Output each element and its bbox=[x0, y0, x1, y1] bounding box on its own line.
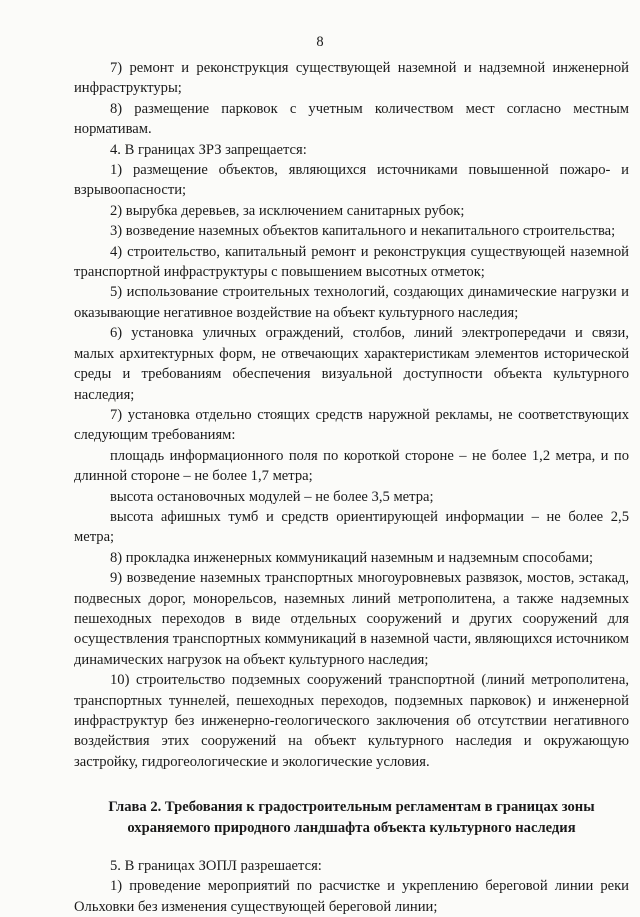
paragraph: 7) ремонт и реконструкция существующей наземной и надземной инженерной инфраструктуры; bbox=[74, 60, 629, 97]
paragraph: площадь информационного поля по короткой стороне – не более 1,2 метра, и по длинной стороне – не более 1,7 метра; bbox=[74, 447, 629, 485]
paragraph: 6) установка уличных ограждений, столбов, линий электропередачи и связи, малых архитектурных форм, не отвечающих характеристикам элементов исторической среды и требованиям обеспечения визуальной доступности объекта культурного наследия; bbox=[74, 325, 629, 403]
paragraph: 1) проведение мероприятий по расчистке и укреплению береговой линии реки Ольховки без изменения существующей береговой линии; bbox=[74, 878, 629, 915]
paragraph: высота афишных тумб и средств ориентирующей информации – не более 2,5 метра; bbox=[74, 508, 629, 546]
paragraph: 1) размещение объектов, являющихся источниками повышенной пожаро- и взрывоопасности; bbox=[74, 162, 629, 199]
document-body bbox=[74, 58, 629, 917]
paragraph: 10) строительство подземных сооружений транспортной (линий метрополитена, транспортных туннелей, пешеходных переходов, подземных парковок) и инженерной инфраструктур без инженерно-геологического заключения об отсутствии негативного воздействия этих сооружений на объект культурного наследия и окружающую застройку, гидрогеологические и экологические условия. bbox=[74, 672, 629, 770]
paragraph: 3) возведение наземных объектов капитального и некапитального строительства; bbox=[110, 223, 616, 240]
chapter-heading: Глава 2. Требования к градостроительным регламентам в границах зоны охраняемого природного ландшафта объекта культурного наследия bbox=[108, 799, 595, 836]
paragraph: 2) вырубка деревьев, за исключением санитарных рубок; bbox=[110, 202, 465, 219]
paragraph: 4) строительство, капитальный ремонт и реконструкция существующей наземной транспортной инфраструктуры с повышением высотных отметок; bbox=[74, 243, 629, 281]
paragraph: 7) установка отдельно стоящих средств наружной рекламы, не соответствующих следующим требованиям: bbox=[74, 406, 629, 444]
paragraph: высота остановочных модулей – не более 3,5 метра; bbox=[110, 488, 434, 505]
paragraph: 9) возведение наземных транспортных многоуровневых развязок, мостов, эстакад, подвесных дорог, монорельсов, наземных линий метрополитена, а также надземных пешеходных переходов в виде отдельных сооружений и других сооружений для осуществления транспортных коммуникаций в наземной части, являющихся источником динамических нагрузок на объект культурного наследия; bbox=[74, 570, 629, 668]
section-5-heading: 5. В границах ЗОПЛ разрешается: bbox=[110, 858, 322, 875]
paragraph: 5) использование строительных технологий, создающих динамические нагрузки и оказывающие негативное воздействие на объект культурного наследия; bbox=[74, 284, 629, 321]
paragraph: 8) прокладка инженерных коммуникаций наземным и надземным способами; bbox=[110, 549, 594, 566]
page-number: 8 bbox=[316, 34, 324, 50]
section-4-heading: 4. В границах ЗРЗ запрещается: bbox=[110, 141, 307, 158]
paragraph: 8) размещение парковок с учетным количеством мест согласно местным нормативам. bbox=[74, 100, 629, 138]
